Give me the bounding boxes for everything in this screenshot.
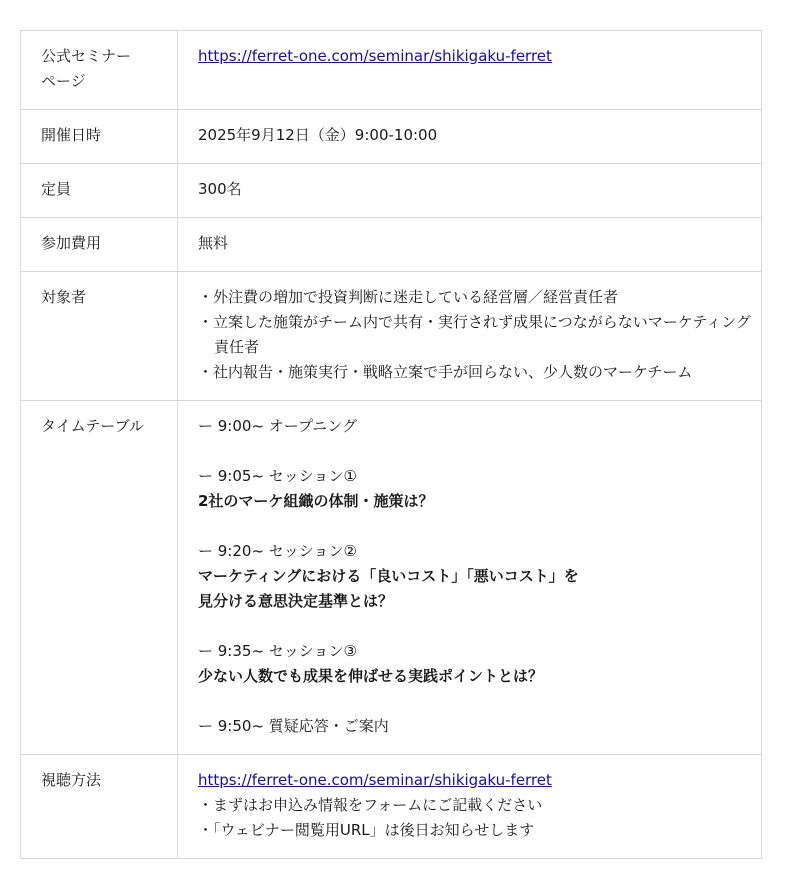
seminar-info-table <box>20 30 762 859</box>
timetable-label: タイムテーブル <box>21 401 178 755</box>
target-item: ・立案した施策がチーム内で共有・実行されず成果につながらないマーケティング責任者 <box>198 313 751 356</box>
fee-label: 参加費用 <box>21 218 178 272</box>
timetable-value <box>178 401 762 755</box>
viewing-value <box>178 755 762 859</box>
session3-title: 少ない人数でも成果を伸ばせる実践ポイントとは？ <box>198 667 544 685</box>
table-row-viewing <box>21 755 762 859</box>
table-row-date <box>21 110 762 164</box>
target-label: 対象者 <box>21 272 178 401</box>
viewing-note: ・まずはお申込み情報をフォームにご記載ください <box>198 796 543 814</box>
viewing-note: ・「ウェビナー閲覧用URL」は後日お知らせします <box>198 821 535 839</box>
official-page-value <box>178 31 762 110</box>
seminar-info <box>20 30 762 859</box>
date-label: 開催日時 <box>21 110 178 164</box>
official-page-label-line2: ページ <box>41 72 86 90</box>
session3-time: ー 9:35~ セッション③ <box>198 642 357 660</box>
timetable-opening: ー 9:00~ オープニング <box>198 417 357 435</box>
table-row-fee <box>21 218 762 272</box>
official-page-link[interactable]: https://ferret-one.com/seminar/shikigaku-ferret <box>198 47 552 65</box>
official-page-label-line1: 公式セミナー <box>41 47 132 65</box>
fee-value: 無料 <box>178 218 762 272</box>
target-item: ・社内報告・施策実行・戦略立案で手が回らない、少人数のマーケチーム <box>198 363 693 381</box>
viewing-link[interactable]: https://ferret-one.com/seminar/shikigaku-ferret <box>198 771 552 789</box>
table-row-target <box>21 272 762 401</box>
session1-time: ー 9:05~ セッション① <box>198 467 357 485</box>
viewing-label: 視聴方法 <box>21 755 178 859</box>
table-row-official-page <box>21 31 762 110</box>
date-value: 2025年9月12日（金）9:00-10:00 <box>178 110 762 164</box>
session2-time: ー 9:20~ セッション② <box>198 542 357 560</box>
session1-title: 2社のマーケ組織の体制・施策は？ <box>198 492 434 510</box>
table-row-timetable <box>21 401 762 755</box>
target-item: ・外注費の増加で投資判断に迷走している経営層／経営責任者 <box>198 288 619 306</box>
official-page-label <box>21 31 178 110</box>
table-row-capacity <box>21 164 762 218</box>
session2-title-line2: 見分ける意思決定基準とは？ <box>198 592 394 610</box>
capacity-value: 300名 <box>178 164 762 218</box>
target-value <box>178 272 762 401</box>
session2-title-line1: マーケティングにおける「良いコスト」「悪いコスト」を <box>198 567 579 585</box>
capacity-label: 定員 <box>21 164 178 218</box>
timetable-qa: ー 9:50~ 質疑応答・ご案内 <box>198 717 389 735</box>
